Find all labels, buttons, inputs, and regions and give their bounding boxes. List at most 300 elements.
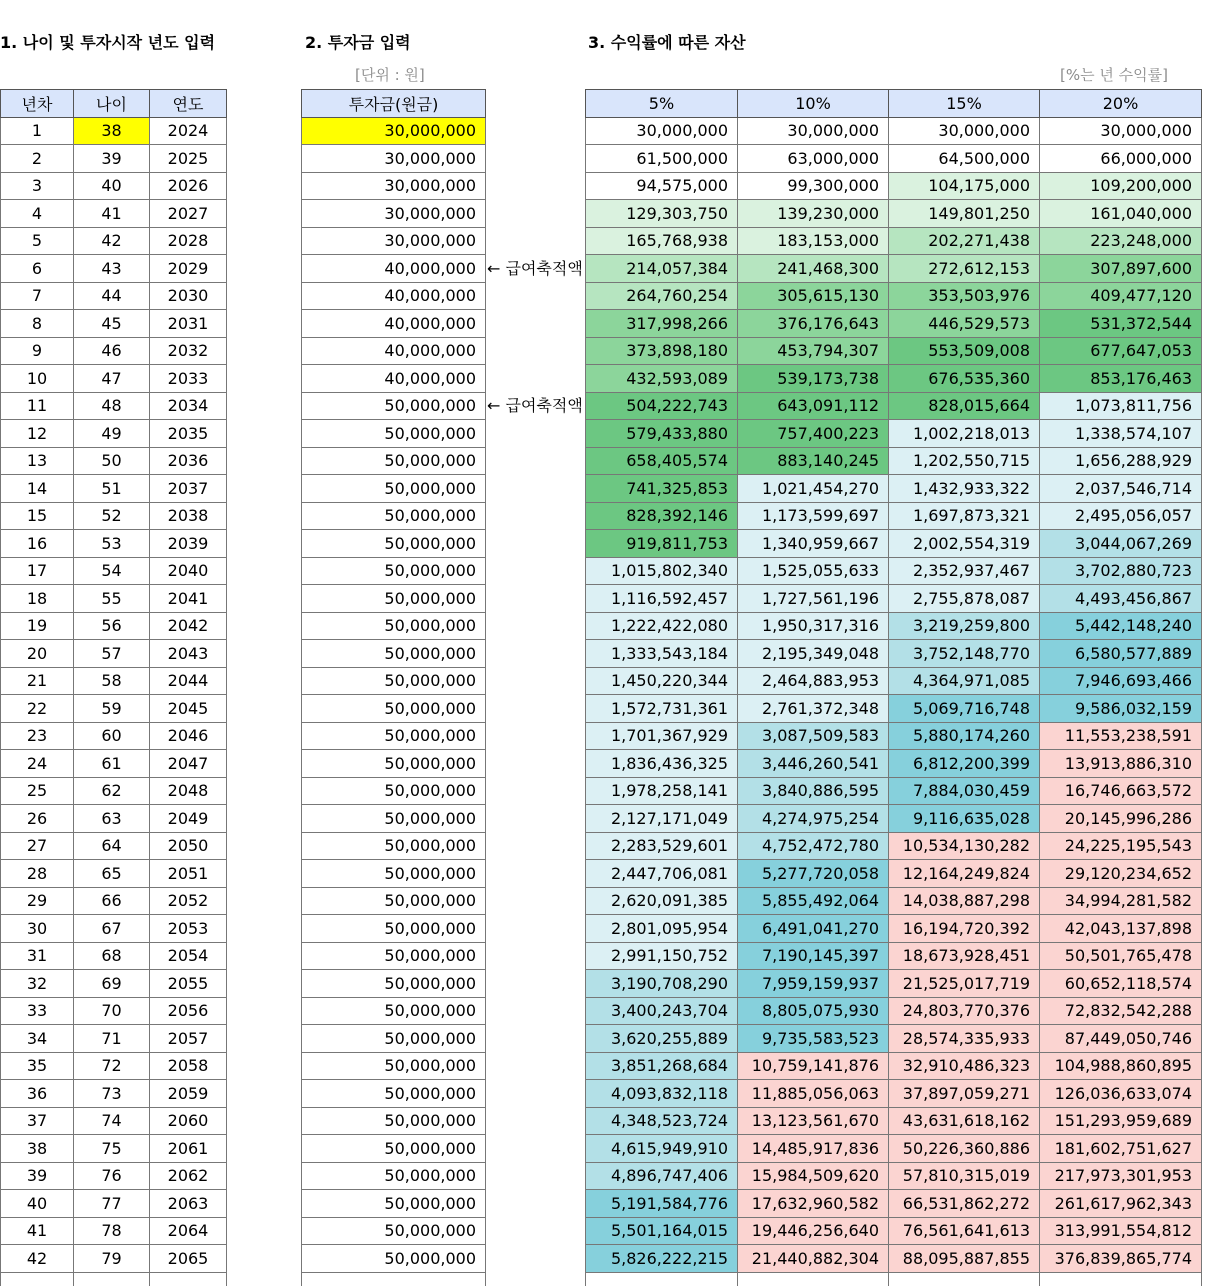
investment-cell[interactable]: 50,000,000 <box>302 1052 486 1080</box>
asset-cell-rate-10: 63,000,000 <box>738 145 889 173</box>
asset-cell-rate-5: 1,116,592,457 <box>586 585 738 613</box>
investment-cell[interactable]: 50,000,000 <box>302 887 486 915</box>
year-index-cell: 32 <box>1 970 74 998</box>
age-cell[interactable]: 55 <box>74 585 150 613</box>
investment-cell[interactable]: 50,000,000 <box>302 447 486 475</box>
age-row <box>1 337 227 365</box>
investment-cell[interactable]: 50,000,000 <box>302 805 486 833</box>
asset-cell-rate-10: 3,087,509,583 <box>738 722 889 750</box>
age-cell[interactable]: 63 <box>74 805 150 833</box>
asset-cell-rate-5: 504,222,743 <box>586 392 738 420</box>
investment-cell[interactable]: 50,000,000 <box>302 1162 486 1190</box>
age-row <box>1 1135 227 1163</box>
investment-cell[interactable]: 40,000,000 <box>302 365 486 393</box>
investment-cell[interactable]: 50,000,000 <box>302 557 486 585</box>
year-index-cell: 24 <box>1 750 74 778</box>
asset-cell-rate-20: 87,449,050,746 <box>1040 1025 1202 1053</box>
age-cell[interactable]: 60 <box>74 722 150 750</box>
asset-cell-rate-10: 539,173,738 <box>738 365 889 393</box>
asset-cell-rate-10: 1,727,561,196 <box>738 585 889 613</box>
asset-cell-rate-20: 60,652,118,574 <box>1040 970 1202 998</box>
calendar-year-cell[interactable]: 2046 <box>150 722 227 750</box>
asset-cell-rate-20: 109,200,000 <box>1040 172 1202 200</box>
age-cell[interactable]: 72 <box>74 1052 150 1080</box>
asset-cell-rate-20: 72,832,542,288 <box>1040 997 1202 1025</box>
asset-row <box>586 585 1202 613</box>
age-row <box>1 722 227 750</box>
age-row <box>1 777 227 805</box>
asset-row <box>586 750 1202 778</box>
age-cell[interactable]: 78 <box>74 1217 150 1245</box>
age-cell[interactable]: 46 <box>74 337 150 365</box>
age-cell[interactable]: 62 <box>74 777 150 805</box>
year-index-cell: 23 <box>1 722 74 750</box>
age-section-heading: 1. 나이 및 투자시작 년도 입력 <box>0 33 216 52</box>
asset-cell-rate-10: 2,195,349,048 <box>738 640 889 668</box>
asset-cell-rate-10: 7,190,145,397 <box>738 942 889 970</box>
age-row <box>1 1162 227 1190</box>
year-index-cell: 30 <box>1 915 74 943</box>
calendar-year-cell[interactable]: 2029 <box>150 255 227 283</box>
investment-row <box>302 585 486 613</box>
calendar-year-cell[interactable]: 2052 <box>150 887 227 915</box>
investment-row <box>302 1052 486 1080</box>
asset-cell-rate-20: 24,225,195,543 <box>1040 832 1202 860</box>
calendar-year-cell[interactable]: 2040 <box>150 557 227 585</box>
investment-cell[interactable]: 50,000,000 <box>302 640 486 668</box>
asset-cell-rate-5: 741,325,853 <box>586 475 738 503</box>
investment-row <box>302 860 486 888</box>
asset-cell-rate-20: 307,897,600 <box>1040 255 1202 283</box>
asset-cell-rate-10: 305,615,130 <box>738 282 889 310</box>
asset-row <box>586 612 1202 640</box>
asset-cell-rate-10: 21,440,882,304 <box>738 1245 889 1273</box>
investment-cell[interactable]: 50,000,000 <box>302 832 486 860</box>
asset-cell-rate-15: 9,116,635,028 <box>889 805 1040 833</box>
investment-cell[interactable]: 50,000,000 <box>302 475 486 503</box>
investment-row <box>302 502 486 530</box>
investment-cell[interactable]: 50,000,000 <box>302 392 486 420</box>
header-age: 나이 <box>74 90 150 118</box>
asset-row <box>586 1190 1202 1218</box>
investment-row <box>302 365 486 393</box>
age-cell[interactable]: 50 <box>74 447 150 475</box>
investment-cell[interactable]: 40,000,000 <box>302 337 486 365</box>
investment-cell[interactable]: 50,000,000 <box>302 695 486 723</box>
year-index-cell: 27 <box>1 832 74 860</box>
asset-cell-rate-5: 2,620,091,385 <box>586 887 738 915</box>
asset-table <box>585 89 1202 1286</box>
investment-cell[interactable]: 50,000,000 <box>302 1217 486 1245</box>
age-row <box>1 997 227 1025</box>
asset-cell-rate-10: 14,485,917,836 <box>738 1135 889 1163</box>
age-cell[interactable]: 70 <box>74 997 150 1025</box>
calendar-year-cell[interactable]: 2039 <box>150 530 227 558</box>
investment-row <box>302 805 486 833</box>
investment-row <box>302 530 486 558</box>
age-cell[interactable]: 39 <box>74 145 150 173</box>
asset-row <box>586 255 1202 283</box>
calendar-year-cell[interactable]: 2025 <box>150 145 227 173</box>
asset-cell-rate-5: 658,405,574 <box>586 447 738 475</box>
header-rate-5: 5% <box>586 90 738 118</box>
investment-cell[interactable]: 50,000,000 <box>302 420 486 448</box>
calendar-year-cell[interactable]: 2051 <box>150 860 227 888</box>
asset-cell-rate-5: 30,000,000 <box>586 117 738 145</box>
calendar-year-cell[interactable]: 2037 <box>150 475 227 503</box>
age-row <box>1 805 227 833</box>
year-index-cell: 14 <box>1 475 74 503</box>
asset-row <box>586 777 1202 805</box>
year-index-cell: 1 <box>1 117 74 145</box>
year-index-cell: 39 <box>1 1162 74 1190</box>
year-index-cell: 28 <box>1 860 74 888</box>
investment-cell[interactable]: 50,000,000 <box>302 942 486 970</box>
asset-cell-rate-20: 16,746,663,572 <box>1040 777 1202 805</box>
asset-cell-rate-15: 28,574,335,933 <box>889 1025 1040 1053</box>
age-row <box>1 1025 227 1053</box>
asset-cell-rate-5: 828,392,146 <box>586 502 738 530</box>
investment-row <box>302 832 486 860</box>
asset-cell-rate-10: 643,091,112 <box>738 392 889 420</box>
asset-cell-rate-15: 272,612,153 <box>889 255 1040 283</box>
age-cell[interactable]: 75 <box>74 1135 150 1163</box>
header-rate-15: 15% <box>889 90 1040 118</box>
age-row <box>1 227 227 255</box>
calendar-year-cell[interactable]: 2061 <box>150 1135 227 1163</box>
investment-cell[interactable]: 50,000,000 <box>302 915 486 943</box>
header-year-index: 년차 <box>1 90 74 118</box>
asset-cell-rate-10: 5,855,492,064 <box>738 887 889 915</box>
age-cell[interactable]: 67 <box>74 915 150 943</box>
asset-cell-rate-15: 57,810,315,019 <box>889 1162 1040 1190</box>
age-cell[interactable]: 52 <box>74 502 150 530</box>
age-cell[interactable]: 48 <box>74 392 150 420</box>
age-cell[interactable]: 54 <box>74 557 150 585</box>
year-index-cell: 40 <box>1 1190 74 1218</box>
asset-row <box>586 530 1202 558</box>
asset-cell-rate-5: 579,433,880 <box>586 420 738 448</box>
calendar-year-cell[interactable]: 2054 <box>150 942 227 970</box>
calendar-year-cell[interactable]: 2062 <box>150 1162 227 1190</box>
calendar-year-cell[interactable]: 2050 <box>150 832 227 860</box>
age-cell[interactable]: 79 <box>74 1245 150 1273</box>
asset-cell-rate-20: 409,477,120 <box>1040 282 1202 310</box>
calendar-year-cell[interactable]: 2038 <box>150 502 227 530</box>
age-row <box>1 832 227 860</box>
investment-cell[interactable]: 50,000,000 <box>302 777 486 805</box>
year-index-cell: 21 <box>1 667 74 695</box>
investment-row <box>302 1107 486 1135</box>
asset-row <box>586 1052 1202 1080</box>
asset-cell-rate-5: 129,303,750 <box>586 200 738 228</box>
calendar-year-cell[interactable]: 2058 <box>150 1052 227 1080</box>
calendar-year-cell[interactable]: 2059 <box>150 1080 227 1108</box>
age-cell[interactable]: 44 <box>74 282 150 310</box>
calendar-year-cell[interactable]: 2056 <box>150 997 227 1025</box>
calendar-year-cell[interactable]: 2031 <box>150 310 227 338</box>
calendar-year-cell[interactable]: 2045 <box>150 695 227 723</box>
asset-row <box>586 832 1202 860</box>
calendar-year-cell[interactable]: 2049 <box>150 805 227 833</box>
asset-cell-rate-5: 5,826,222,215 <box>586 1245 738 1273</box>
investment-cell[interactable]: 30,000,000 <box>302 117 486 145</box>
year-index-cell: 7 <box>1 282 74 310</box>
investment-cell[interactable]: 50,000,000 <box>302 502 486 530</box>
asset-cell-rate-15: 104,175,000 <box>889 172 1040 200</box>
asset-cell-rate-10: 15,984,509,620 <box>738 1162 889 1190</box>
investment-row <box>302 447 486 475</box>
age-cell[interactable]: 61 <box>74 750 150 778</box>
age-cell[interactable]: 57 <box>74 640 150 668</box>
age-cell[interactable]: 76 <box>74 1162 150 1190</box>
asset-cell-rate-5: 1,450,220,344 <box>586 667 738 695</box>
age-row <box>1 530 227 558</box>
asset-cell-rate-10: 9,735,583,523 <box>738 1025 889 1053</box>
asset-cell-rate-15: 37,897,059,271 <box>889 1080 1040 1108</box>
calendar-year-cell[interactable]: 2055 <box>150 970 227 998</box>
asset-cell-rate-20: 853,176,463 <box>1040 365 1202 393</box>
age-table <box>0 89 227 1286</box>
investment-row <box>302 255 486 283</box>
investment-row <box>302 640 486 668</box>
asset-cell-rate-5: 1,222,422,080 <box>586 612 738 640</box>
asset-cell-rate-15: 149,801,250 <box>889 200 1040 228</box>
asset-cell-rate-15: 66,531,862,272 <box>889 1190 1040 1218</box>
investment-cell[interactable]: 30,000,000 <box>302 200 486 228</box>
asset-cell-rate-10: 99,300,000 <box>738 172 889 200</box>
age-row <box>1 1107 227 1135</box>
investment-cell[interactable]: 50,000,000 <box>302 1190 486 1218</box>
calendar-year-cell[interactable]: 2027 <box>150 200 227 228</box>
header-rate-20: 20% <box>1040 90 1202 118</box>
asset-cell-rate-5: 1,015,802,340 <box>586 557 738 585</box>
asset-row <box>586 942 1202 970</box>
asset-cell-rate-10: 30,000,000 <box>738 117 889 145</box>
age-table-header <box>1 90 227 118</box>
age-cell[interactable]: 43 <box>74 255 150 283</box>
calendar-year-cell[interactable]: 2034 <box>150 392 227 420</box>
age-cell[interactable]: 74 <box>74 1107 150 1135</box>
asset-cell-rate-20: 50,501,765,478 <box>1040 942 1202 970</box>
asset-cell-rate-15: 2,755,878,087 <box>889 585 1040 613</box>
asset-cell-rate-15: 1,002,218,013 <box>889 420 1040 448</box>
asset-cell-rate-10: 1,950,317,316 <box>738 612 889 640</box>
asset-cell-rate-10: 1,525,055,633 <box>738 557 889 585</box>
age-cell[interactable]: 65 <box>74 860 150 888</box>
asset-cell-rate-20: 7,946,693,466 <box>1040 667 1202 695</box>
age-row <box>1 282 227 310</box>
investment-cell[interactable]: 50,000,000 <box>302 722 486 750</box>
investment-cell[interactable]: 50,000,000 <box>302 612 486 640</box>
investment-cell[interactable]: 50,000,000 <box>302 1245 486 1273</box>
year-index-cell: 3 <box>1 172 74 200</box>
investment-cell[interactable]: 50,000,000 <box>302 667 486 695</box>
asset-cell-rate-10: 241,468,300 <box>738 255 889 283</box>
age-cell[interactable]: 69 <box>74 970 150 998</box>
year-index-cell: 26 <box>1 805 74 833</box>
investment-row <box>302 1245 486 1273</box>
header-calendar-year: 연도 <box>150 90 227 118</box>
asset-cell-rate-5: 94,575,000 <box>586 172 738 200</box>
asset-cell-rate-10: 2,761,372,348 <box>738 695 889 723</box>
calendar-year-cell[interactable]: 2042 <box>150 612 227 640</box>
asset-cell-rate-10: 453,794,307 <box>738 337 889 365</box>
year-index-cell: 38 <box>1 1135 74 1163</box>
year-index-cell: 36 <box>1 1080 74 1108</box>
investment-row <box>302 750 486 778</box>
asset-cell-rate-5: 2,447,706,081 <box>586 860 738 888</box>
investment-row <box>302 997 486 1025</box>
age-cell[interactable]: 71 <box>74 1025 150 1053</box>
investment-cell[interactable]: 40,000,000 <box>302 255 486 283</box>
age-cell[interactable]: 40 <box>74 172 150 200</box>
calendar-year-cell[interactable]: 2036 <box>150 447 227 475</box>
calendar-year-cell[interactable]: 2028 <box>150 227 227 255</box>
asset-cell-rate-15: 2,002,554,319 <box>889 530 1040 558</box>
asset-cell-rate-10: 183,153,000 <box>738 227 889 255</box>
asset-cell-rate-5: 3,400,243,704 <box>586 997 738 1025</box>
calendar-year-cell[interactable]: 2033 <box>150 365 227 393</box>
age-cell[interactable]: 77 <box>74 1190 150 1218</box>
calendar-year-cell[interactable]: 2041 <box>150 585 227 613</box>
asset-cell-rate-15: 43,631,618,162 <box>889 1107 1040 1135</box>
age-cell[interactable]: 59 <box>74 695 150 723</box>
asset-cell-rate-20: 1,073,811,756 <box>1040 392 1202 420</box>
calendar-year-cell[interactable]: 2043 <box>150 640 227 668</box>
investment-cell[interactable]: 50,000,000 <box>302 1025 486 1053</box>
asset-cell-rate-20: 42,043,137,898 <box>1040 915 1202 943</box>
age-cell[interactable]: 56 <box>74 612 150 640</box>
age-cell[interactable]: 47 <box>74 365 150 393</box>
calendar-year-cell[interactable]: 2057 <box>150 1025 227 1053</box>
investment-cell[interactable]: 50,000,000 <box>302 750 486 778</box>
age-cell[interactable]: 66 <box>74 887 150 915</box>
calendar-year-cell[interactable]: 2032 <box>150 337 227 365</box>
age-row <box>1 585 227 613</box>
asset-cell-rate-10: 139,230,000 <box>738 200 889 228</box>
age-cell[interactable]: 64 <box>74 832 150 860</box>
age-cell[interactable]: 49 <box>74 420 150 448</box>
age-row <box>1 392 227 420</box>
asset-cell-rate-15: 2,352,937,467 <box>889 557 1040 585</box>
calendar-year-cell[interactable]: 2064 <box>150 1217 227 1245</box>
calendar-year-cell[interactable]: 2026 <box>150 172 227 200</box>
investment-cell[interactable]: 50,000,000 <box>302 1107 486 1135</box>
asset-row <box>586 1025 1202 1053</box>
age-cell[interactable]: 38 <box>74 117 150 145</box>
asset-row <box>586 805 1202 833</box>
asset-cell-rate-10: 1,340,959,667 <box>738 530 889 558</box>
asset-cell-rate-5: 165,768,938 <box>586 227 738 255</box>
asset-cell-rate-5: 4,615,949,910 <box>586 1135 738 1163</box>
investment-cell[interactable]: 50,000,000 <box>302 1135 486 1163</box>
year-index-cell: 19 <box>1 612 74 640</box>
asset-row <box>586 200 1202 228</box>
investment-cell[interactable]: 40,000,000 <box>302 282 486 310</box>
year-index-cell: 2 <box>1 145 74 173</box>
calendar-year-cell[interactable]: 2024 <box>150 117 227 145</box>
calendar-year-cell[interactable]: 2053 <box>150 915 227 943</box>
asset-cell-rate-5: 214,057,384 <box>586 255 738 283</box>
asset-row <box>586 997 1202 1025</box>
asset-row <box>586 860 1202 888</box>
age-cell[interactable]: 68 <box>74 942 150 970</box>
age-row <box>1 172 227 200</box>
year-index-cell: 5 <box>1 227 74 255</box>
investment-row <box>302 1190 486 1218</box>
asset-cell-rate-10: 2,464,883,953 <box>738 667 889 695</box>
calendar-year-cell[interactable]: 2063 <box>150 1190 227 1218</box>
asset-row <box>586 227 1202 255</box>
age-cell[interactable]: 41 <box>74 200 150 228</box>
asset-row <box>586 447 1202 475</box>
year-index-cell: 15 <box>1 502 74 530</box>
asset-cell-rate-20: 20,145,996,286 <box>1040 805 1202 833</box>
investment-row <box>302 695 486 723</box>
asset-cell-rate-15: 6,812,200,399 <box>889 750 1040 778</box>
calendar-year-cell[interactable]: 2060 <box>150 1107 227 1135</box>
asset-cell-rate-20: 313,991,554,812 <box>1040 1217 1202 1245</box>
age-cell[interactable]: 45 <box>74 310 150 338</box>
investment-row <box>302 310 486 338</box>
age-row <box>1 117 227 145</box>
asset-cell-rate-20: 3,702,880,723 <box>1040 557 1202 585</box>
asset-cell-rate-10: 17,632,960,582 <box>738 1190 889 1218</box>
age-row <box>1 860 227 888</box>
investment-cell[interactable]: 50,000,000 <box>302 970 486 998</box>
investment-cell[interactable]: 30,000,000 <box>302 145 486 173</box>
asset-cell-rate-15: 1,432,933,322 <box>889 475 1040 503</box>
investment-cell[interactable]: 50,000,000 <box>302 997 486 1025</box>
asset-row <box>586 640 1202 668</box>
investment-cell[interactable]: 30,000,000 <box>302 172 486 200</box>
investment-cell[interactable]: 50,000,000 <box>302 585 486 613</box>
age-cell[interactable]: 51 <box>74 475 150 503</box>
asset-cell-rate-10: 1,021,454,270 <box>738 475 889 503</box>
calendar-year-cell[interactable]: 2044 <box>150 667 227 695</box>
asset-cell-rate-20: 29,120,234,652 <box>1040 860 1202 888</box>
investment-cell[interactable]: 50,000,000 <box>302 1080 486 1108</box>
year-index-cell: 20 <box>1 640 74 668</box>
calendar-year-cell[interactable]: 2065 <box>150 1245 227 1273</box>
investment-cell[interactable]: 40,000,000 <box>302 310 486 338</box>
age-row <box>1 695 227 723</box>
age-cell[interactable]: 73 <box>74 1080 150 1108</box>
age-cell[interactable]: 58 <box>74 667 150 695</box>
asset-cell-rate-10: 1,173,599,697 <box>738 502 889 530</box>
age-row <box>1 750 227 778</box>
calendar-year-cell[interactable]: 2030 <box>150 282 227 310</box>
investment-cell[interactable]: 50,000,000 <box>302 530 486 558</box>
asset-cell-rate-5: 2,801,095,954 <box>586 915 738 943</box>
investment-row <box>302 337 486 365</box>
asset-cell-rate-15: 3,219,259,800 <box>889 612 1040 640</box>
calendar-year-cell[interactable]: 2047 <box>150 750 227 778</box>
age-cell[interactable]: 53 <box>74 530 150 558</box>
asset-cell-rate-20: 223,248,000 <box>1040 227 1202 255</box>
year-index-cell: 41 <box>1 1217 74 1245</box>
asset-cell-rate-5: 4,348,523,724 <box>586 1107 738 1135</box>
investment-cell[interactable]: 50,000,000 <box>302 860 486 888</box>
asset-cell-rate-10: 376,176,643 <box>738 310 889 338</box>
age-cell[interactable]: 42 <box>74 227 150 255</box>
calendar-year-cell[interactable]: 2048 <box>150 777 227 805</box>
calendar-year-cell[interactable]: 2035 <box>150 420 227 448</box>
asset-cell-rate-20: 5,442,148,240 <box>1040 612 1202 640</box>
asset-cell-rate-15: 21,525,017,719 <box>889 970 1040 998</box>
investment-cell[interactable]: 30,000,000 <box>302 227 486 255</box>
